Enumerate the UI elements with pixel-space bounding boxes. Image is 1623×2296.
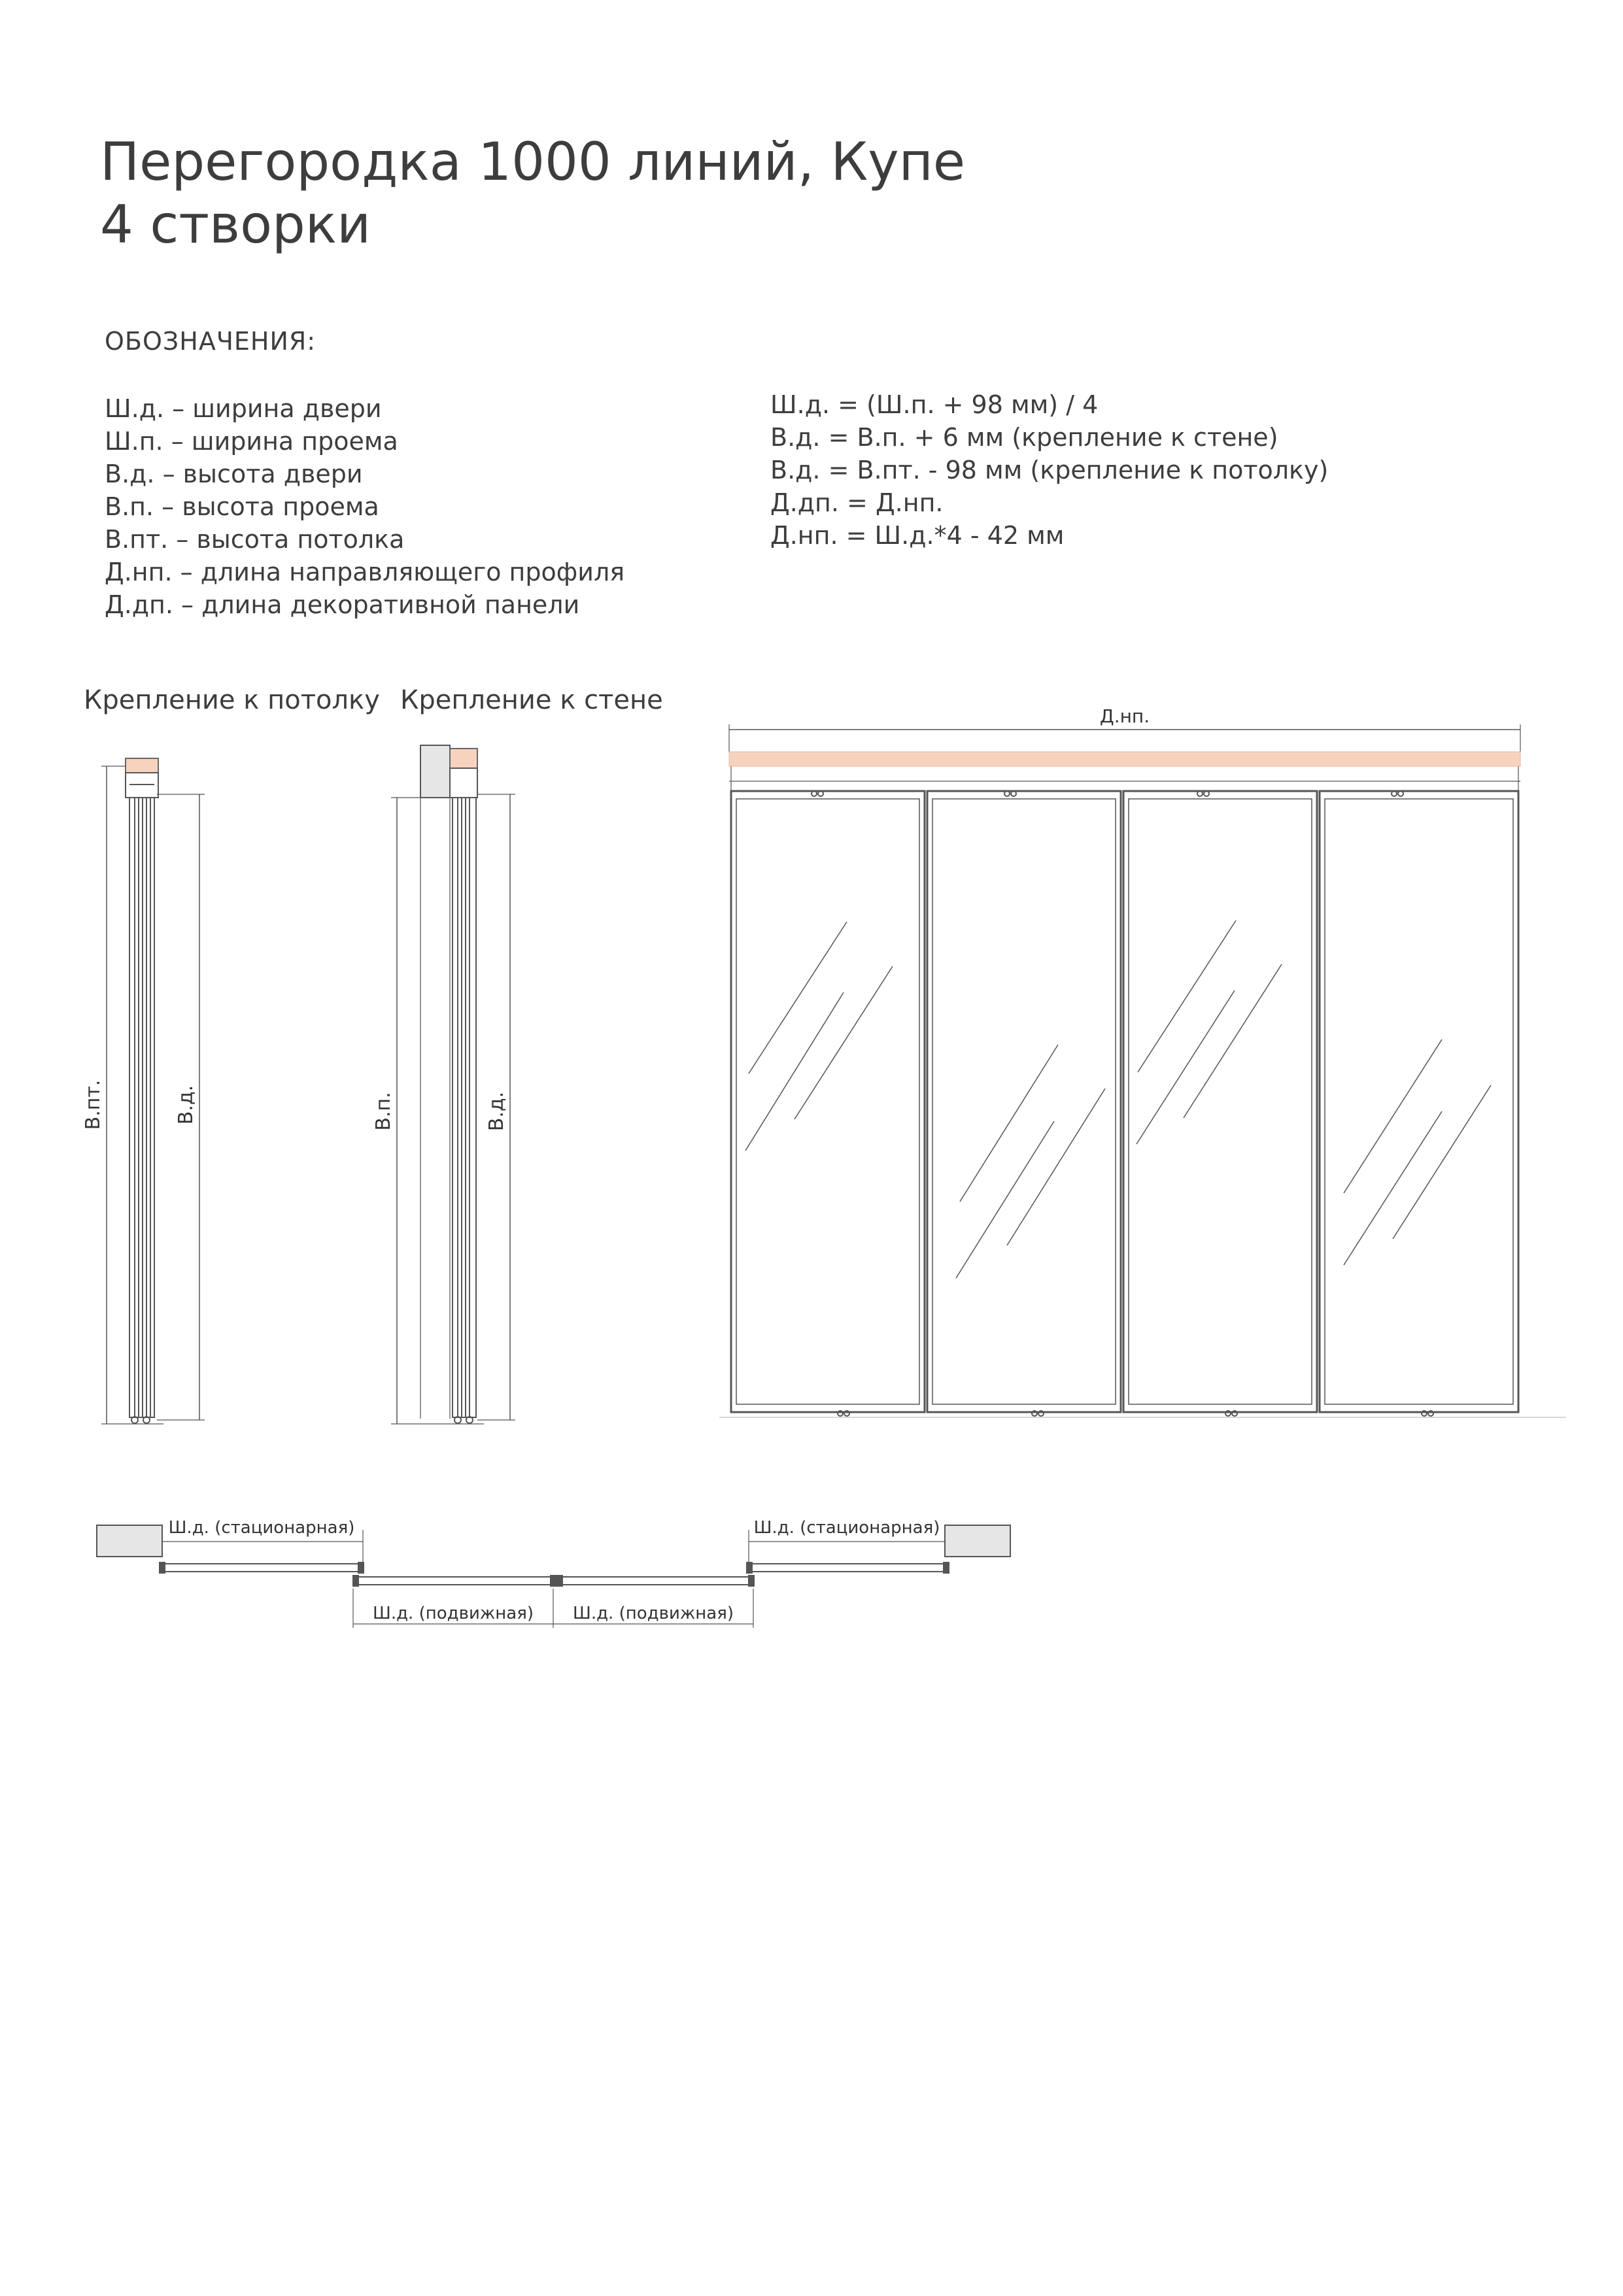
legend-item: Ш.д. – ширина двери — [105, 394, 382, 423]
wall-mount-section — [391, 745, 515, 1424]
wall-rail-profile — [450, 768, 477, 798]
door-profile-section — [453, 798, 476, 1417]
dim-label-rail-length: Д.нп. — [1099, 705, 1150, 727]
stationary-leaf-right — [752, 1564, 945, 1572]
caption-ceiling-mount: Крепление к потолку — [84, 685, 380, 715]
legend-heading: ОБОЗНАЧЕНИЯ: — [105, 327, 316, 356]
door-panel-1 — [731, 791, 925, 1416]
legend-item: Ш.п. – ширина проема — [105, 427, 398, 456]
wall-block — [420, 745, 450, 798]
front-elevation — [719, 724, 1566, 1417]
legend-item: В.д. – высота двери — [105, 460, 363, 488]
stationary-leaf-left — [165, 1564, 360, 1572]
dim-label-width-sliding-right: Ш.д. (подвижная) — [573, 1604, 734, 1623]
formula-item: Д.дп. = Д.нп. — [770, 488, 944, 517]
title-line-2: 4 створки — [100, 194, 371, 255]
caption-wall-mount: Крепление к стене — [400, 685, 663, 715]
dim-label-width-sliding-left: Ш.д. (подвижная) — [373, 1604, 534, 1623]
door-panel-2 — [927, 791, 1121, 1416]
dim-label-door-height-wall: В.д. — [485, 1091, 508, 1132]
plan-view — [97, 1525, 1010, 1628]
dim-label-door-height: В.д. — [175, 1085, 197, 1125]
dim-label-opening-height: В.п. — [372, 1092, 395, 1131]
door-panel-4 — [1320, 791, 1518, 1416]
ceiling-rail-block — [126, 758, 158, 773]
wall-block-left — [97, 1525, 162, 1557]
wall-block-right — [945, 1525, 1010, 1557]
legend-item: Д.нп. – длина направляющего профиля — [105, 558, 625, 586]
title-line-1: Перегородка 1000 линий, Купе — [100, 131, 966, 192]
legend-item: Д.дп. – длина декоративной панели — [105, 590, 580, 619]
formula-item: В.д. = В.п. + 6 мм (крепление к стене) — [770, 423, 1278, 452]
dim-label-width-stationary-right: Ш.д. (стационарная) — [753, 1518, 940, 1538]
legend-item: В.п. – высота проема — [105, 492, 379, 521]
sliding-leaf-right — [556, 1577, 751, 1585]
door-panel-3 — [1123, 791, 1317, 1416]
wall-rail-block — [450, 749, 477, 768]
formula-item: Ш.д. = (Ш.п. + 98 мм) / 4 — [770, 390, 1099, 419]
dim-label-width-stationary-left: Ш.д. (стационарная) — [168, 1518, 355, 1538]
legend-item: В.пт. – высота потолка — [105, 525, 405, 554]
guide-rail — [729, 752, 1520, 766]
dim-label-ceiling-height: В.пт. — [82, 1079, 105, 1130]
sliding-leaf-left — [358, 1577, 553, 1585]
formula-item: В.д. = В.пт. - 98 мм (крепление к потолку) — [770, 456, 1329, 484]
formula-item: Д.нп. = Ш.д.*4 - 42 мм — [770, 521, 1065, 550]
